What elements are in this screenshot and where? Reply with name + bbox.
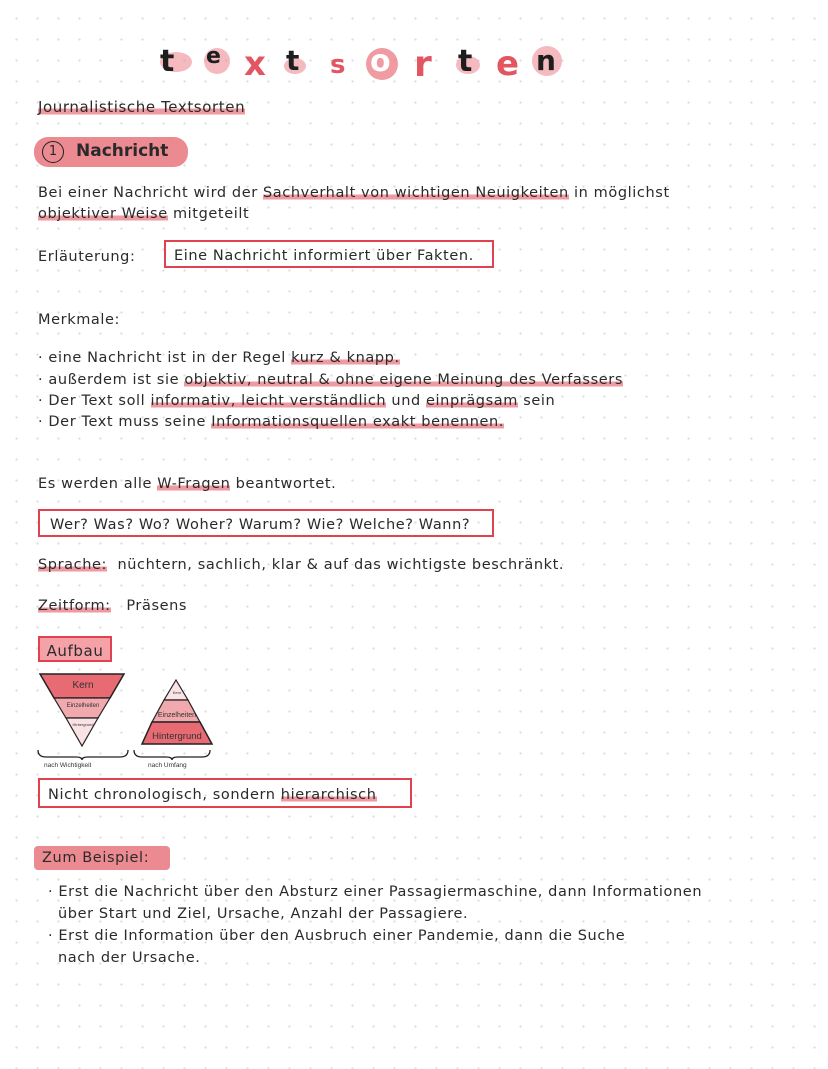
pyramid-inverted-mid-label: Einzelheiten bbox=[66, 703, 100, 709]
title-letter-s: s bbox=[330, 50, 346, 80]
zeitform-text: Präsens bbox=[126, 598, 188, 614]
pyramid-upright-bottom-label: Hintergrund bbox=[152, 731, 202, 742]
number-badge: 1 bbox=[42, 141, 64, 163]
pyramid-inverted-caption: nach Wichtigkeit bbox=[44, 762, 92, 769]
pyramid-inverted-bottom-label: Hintergrund bbox=[72, 722, 94, 727]
title-letter-r: r bbox=[414, 44, 432, 85]
erlaeuterung-label: Erläuterung: bbox=[38, 249, 136, 265]
pyramid-upright-top-label: Kern bbox=[172, 690, 182, 695]
sprache-label: Sprache: bbox=[38, 557, 108, 573]
page-title bbox=[160, 44, 580, 88]
wfragen-line: Es werden alle W-Fragen beantwortet. bbox=[38, 476, 337, 492]
intro-highlight-sachverhalt: Sachverhalt von wichtigen Neuigkeiten bbox=[263, 185, 569, 201]
pyramid-upright-caption: nach Umfang bbox=[148, 762, 187, 769]
merkmale-item-4: · Der Text muss seine Informationsquellen exakt benennen. bbox=[38, 414, 505, 430]
title-letter-n: n bbox=[536, 44, 556, 77]
erlaeuterung-text: Eine Nachricht informiert über Fakten. bbox=[174, 248, 474, 264]
zeitform-label: Zeitform: bbox=[38, 598, 111, 614]
wfragen-box bbox=[38, 509, 494, 537]
intro-line-1: Bei einer Nachricht wird der Sachverhalt von wichtigen Neuigkeiten in möglichst bbox=[38, 185, 670, 201]
erlaeuterung-box bbox=[164, 240, 494, 268]
beispiel-line-1: · Erst die Nachricht über den Absturz einer Passagiermaschine, dann Informationen bbox=[48, 884, 703, 900]
pyramid-upright-mid-label: Einzelheiten bbox=[157, 712, 197, 719]
subheading: Nachricht bbox=[76, 141, 169, 161]
sprache-row bbox=[38, 557, 564, 573]
title-letter-t2: t bbox=[286, 44, 299, 77]
title-letter-e2: e bbox=[496, 44, 520, 84]
merkmale-item-2: · außerdem ist sie objektiv, neutral & ohne eigene Meinung des Verfassers bbox=[38, 372, 623, 388]
wfragen-box-text: Wer? Was? Wo? Woher? Warum? Wie? Welche? Wann? bbox=[50, 517, 471, 533]
chronologisch-text: Nicht chronologisch, sondern bbox=[48, 787, 276, 803]
chronologisch-box bbox=[38, 778, 412, 808]
title-letter-t: t bbox=[160, 44, 174, 79]
aufbau-label: Aufbau bbox=[38, 636, 112, 662]
zeitform-row bbox=[38, 598, 187, 614]
beispiel-line-3: · Erst die Information über den Ausbruch einer Pandemie, dann die Suche bbox=[48, 928, 626, 944]
title-letter-t3: t bbox=[458, 44, 472, 79]
beispiel-line-4: nach der Ursache. bbox=[58, 950, 201, 966]
merkmale-item-1: · eine Nachricht ist in der Regel kurz & knapp. bbox=[38, 350, 400, 366]
title-letter-x: x bbox=[244, 44, 266, 84]
merkmale-label: Merkmale: bbox=[38, 312, 121, 328]
intro-highlight-objektiv: objektiver Weise bbox=[38, 206, 168, 222]
title-letter-o: o bbox=[370, 44, 391, 79]
section-heading: Journalistische Textsorten bbox=[38, 98, 246, 116]
merkmale-item-3: · Der Text soll informativ, leicht verständlich und einprägsam sein bbox=[38, 393, 556, 409]
sprache-text: nüchtern, sachlich, klar & auf das wichtigste beschränkt. bbox=[117, 557, 565, 573]
beispiel-line-2: über Start und Ziel, Ursache, Anzahl der Passagiere. bbox=[58, 906, 469, 922]
beispiel-label: Zum Beispiel: bbox=[34, 846, 170, 870]
intro-line-2: objektiver Weise mitgeteilt bbox=[38, 206, 250, 222]
pyramid-inverted-top-label: Kern bbox=[72, 680, 94, 691]
chronologisch-highlight: hierarchisch bbox=[280, 787, 377, 803]
brace-lines bbox=[36, 748, 216, 762]
title-letter-e: e bbox=[206, 44, 221, 69]
